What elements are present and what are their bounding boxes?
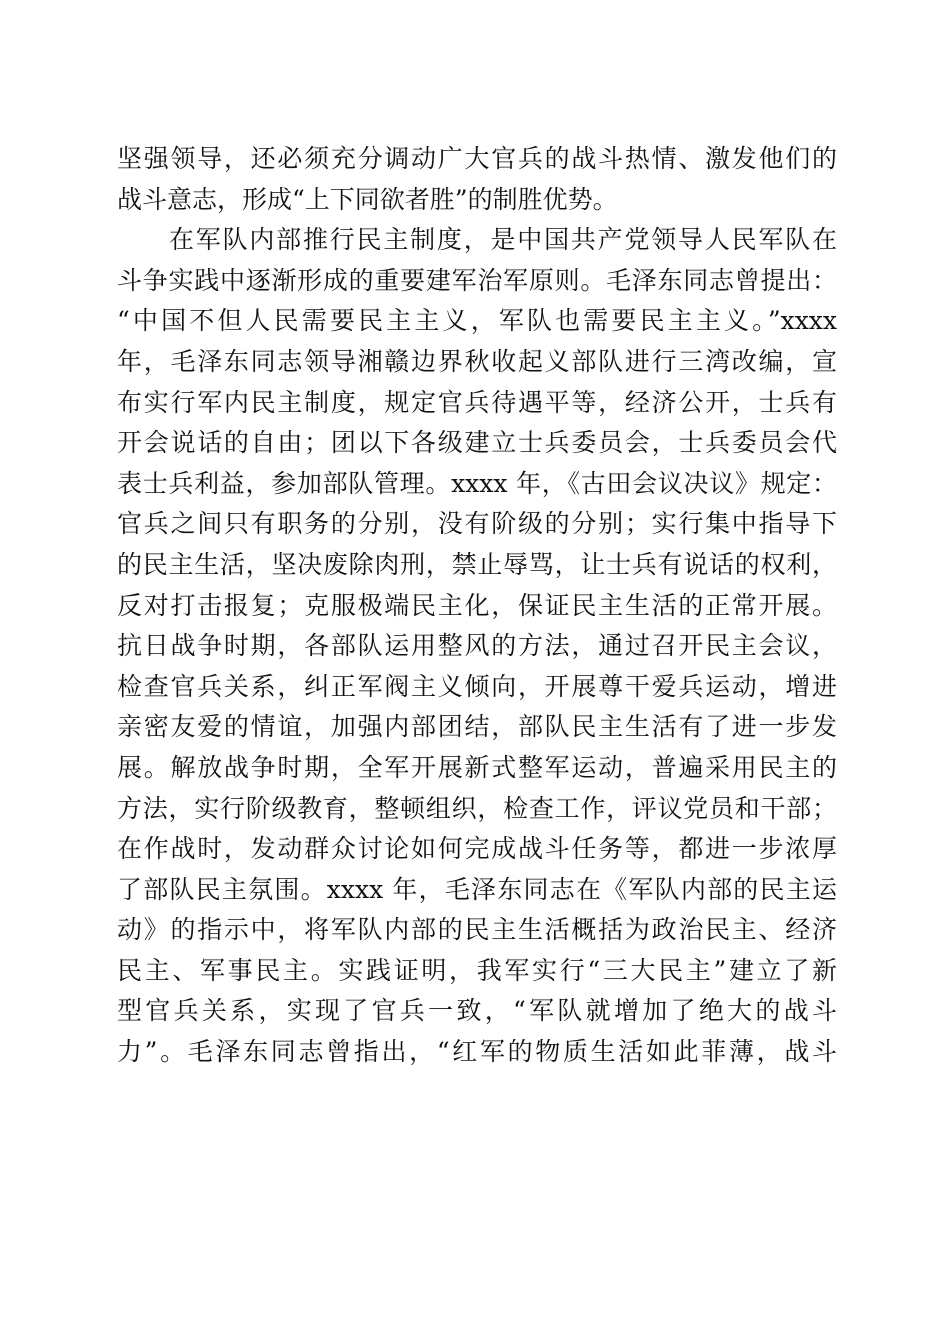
- text-line: 抗日战争时期，各部队运用整风的方法，通过召开民主会议，: [117, 631, 837, 661]
- text-line: 动》的指示中，将军队内部的民主生活概括为政治民主、经济: [117, 915, 837, 945]
- text-line: 民主、军事民主。实践证明，我军实行“三大民主”建立了新: [117, 955, 837, 985]
- text-line: 开会说话的自由；团以下各级建立士兵委员会，士兵委员会代: [117, 428, 837, 458]
- text-line: 的民主生活，坚决废除肉刑，禁止辱骂，让士兵有说话的权利，: [117, 549, 837, 579]
- text-line: 年，毛泽东同志领导湘赣边界秋收起义部队进行三湾改编，宣: [117, 346, 837, 376]
- text-line: 检查官兵关系，纠正军阀主义倾向，开展尊干爱兵运动，增进: [117, 671, 837, 701]
- text-line: 官兵之间只有职务的分别，没有阶级的分别；实行集中指导下: [117, 509, 837, 539]
- text-line: 展。解放战争时期，全军开展新式整军运动，普遍采用民主的: [117, 752, 837, 782]
- text-line: 在军队内部推行民主制度，是中国共产党领导人民军队在: [169, 225, 837, 255]
- text-line: 在作战时，发动群众讨论如何完成战斗任务等，都进一步浓厚: [117, 834, 837, 864]
- text-line: 战斗意志，形成“上下同欲者胜”的制胜优势。: [117, 184, 618, 214]
- body-text: [117, 139, 837, 1073]
- text-line: 布实行军内民主制度，规定官兵待遇平等，经济公开，士兵有: [117, 387, 837, 417]
- text-line: “中国不但人民需要民主主义，军队也需要民主主义。”xxxx: [117, 306, 837, 336]
- text-line: 了部队民主氛围。xxxx 年，毛泽东同志在《军队内部的民主运: [117, 874, 837, 904]
- text-line: 方法，实行阶级教育，整顿组织，检查工作，评议党员和干部；: [117, 793, 837, 823]
- text-line: 表士兵利益，参加部队管理。xxxx 年，《古田会议决议》规定：: [117, 468, 837, 498]
- text-line: 反对打击报复；克服极端民主化，保证民主生活的正常开展。: [117, 590, 837, 620]
- text-line: 斗争实践中逐渐形成的重要建军治军原则。毛泽东同志曾提出：: [117, 265, 837, 295]
- text-line: 亲密友爱的情谊，加强内部团结，部队民主生活有了进一步发: [117, 712, 837, 742]
- text-line: 力”。毛泽东同志曾指出，“红军的物质生活如此菲薄，战斗: [117, 1037, 837, 1067]
- text-line: 坚强领导，还必须充分调动广大官兵的战斗热情、激发他们的: [117, 144, 837, 173]
- text-line: 型官兵关系，实现了官兵一致，“军队就增加了绝大的战斗: [117, 996, 837, 1026]
